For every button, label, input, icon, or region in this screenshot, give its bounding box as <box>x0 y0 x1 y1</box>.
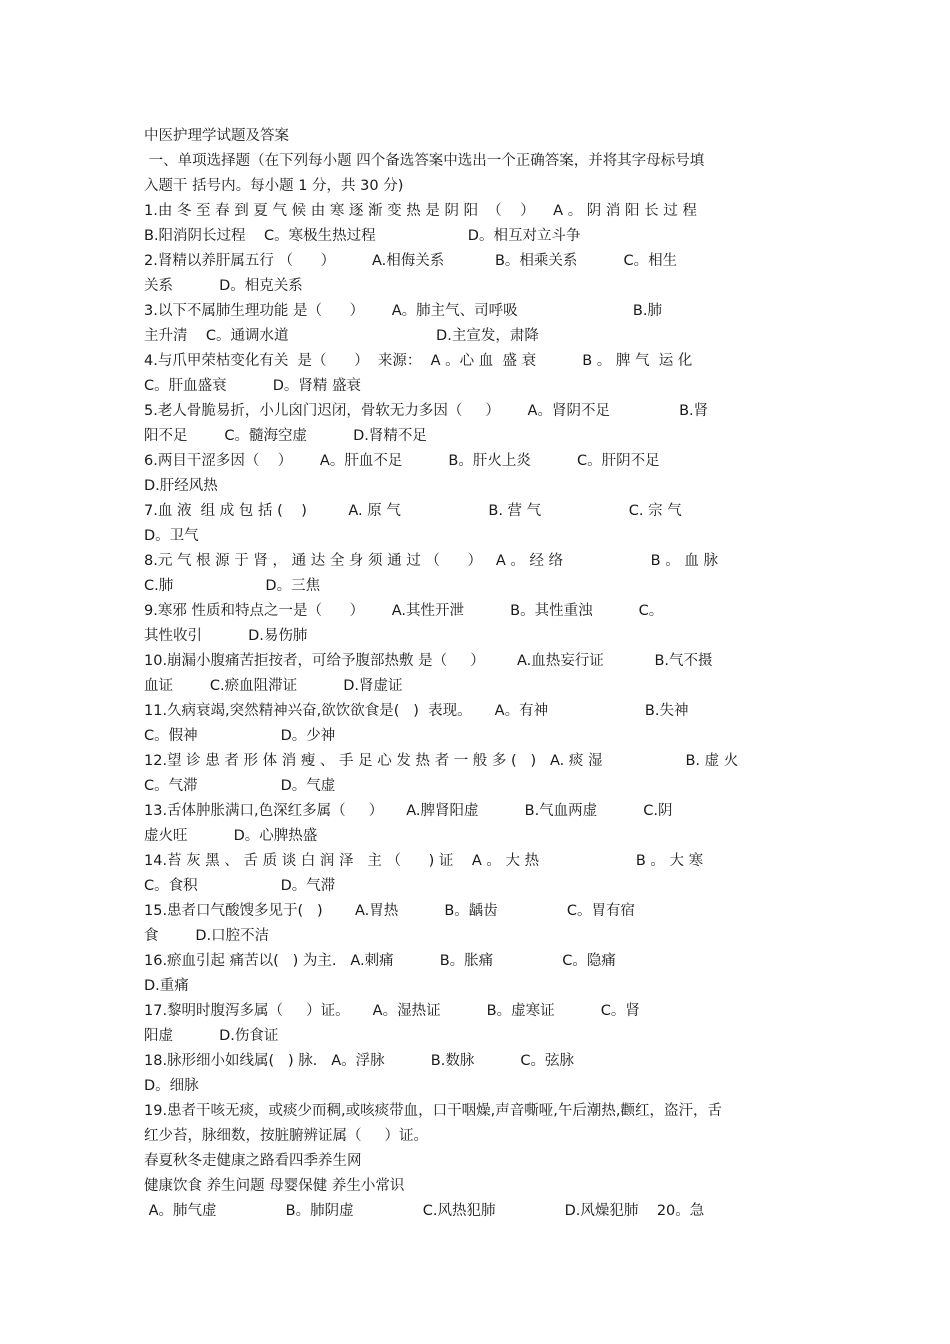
text-line-3: 1.由 冬 至 春 到 夏 气 候 由 寒 逐 渐 变 热 是 阴 阳 （ ） A 。 阴 消 阳 长 过 程 <box>144 203 697 219</box>
text-line-7: 3.以下不属肺生理功能 是（ ） A。肺主气、司呼吸 B.肺 <box>144 303 662 319</box>
text-line-17: 8.元 气 根 源 于 肾 ， 通 达 全 身 须 通 过 （ ） A 。 经 络 B 。 血 脉 <box>144 553 718 569</box>
text-line-26: C。气滞 D。气虚 <box>144 778 336 794</box>
text-line-38: D。细脉 <box>144 1078 199 1094</box>
document-page <box>144 124 806 1274</box>
text-line-40: 红少苔，脉细数，按脏腑辨证属（ ）证。 <box>144 1128 429 1144</box>
text-line-19: 9.寒邪 性质和特点之一是（ ） A.其性开泄 B。其性重浊 C。 <box>144 603 664 619</box>
text-line-31: 15.患者口气酸馊多见于( ) A.胃热 B。龋齿 C。胃有宿 <box>144 903 636 919</box>
text-line-32: 食 D.口腔不洁 <box>144 928 270 944</box>
text-line-39: 19.患者干咳无痰，或痰少而稠,或咳痰带血，口干咽燥,声音嘶哑,午后潮热,颧红，盗汗，舌 <box>144 1103 722 1119</box>
text-line-27: 13.舌体肿胀满口,色深红多属（ ） A.脾肾阳虚 B.气血两虚 C.阴 <box>144 803 673 819</box>
text-line-34: D.重痛 <box>144 978 189 994</box>
document-title: 中医护理学试题及答案 <box>144 128 289 144</box>
website-categories-line <box>144 1224 806 1249</box>
text-line-11: 5.老人骨脆易折，小儿囟门迟闭，骨软无力多因（ ） A。肾阴不足 B.肾 <box>144 403 709 419</box>
text-line-22: 血证 C.瘀血阻滞证 D.肾虚证 <box>144 678 403 694</box>
text-line-42: 健康饮食 养生问题 母婴保健 养生小常识 <box>144 1178 405 1194</box>
text-line-1: 一、单项选择题（在下列每小题 四个备选答案中选出一个正确答案，并将其字母标号填 <box>144 153 705 169</box>
text-line-2: 入题干 括号内。每小题 1 分，共 30 分) <box>144 178 404 194</box>
text-line-41: 春夏秋冬走健康之路看四季养生网 <box>144 1153 362 1169</box>
text-line-15: 7.血 液 组 成 包 括 ( ) A. 原 气 B. 营 气 C. 宗 气 <box>144 503 682 519</box>
website-name-line: A。肺气虚 B。肺阴虚 C.风热犯肺 D.风燥犯肺 20。急 <box>144 1203 705 1219</box>
text-line-6: 关系 D。相克关系 <box>144 278 303 294</box>
text-line-45 <box>144 1249 806 1274</box>
text-line-16: D。卫气 <box>144 528 199 544</box>
text-line-23: 11.久病衰竭,突然精神兴奋,欲饮欲食是( ) 表现。 A。有神 B.失神 <box>144 703 689 719</box>
text-line-30: C。食积 D。气滞 <box>144 878 336 894</box>
text-line-35: 17.黎明时腹泻多属（ ）证。 A。湿热证 B。虚寒证 C。肾 <box>144 1003 640 1019</box>
text-line-20: 其性收引 D.易伤肺 <box>144 628 308 644</box>
text-line-28: 虚火旺 D。心脾热盛 <box>144 828 318 844</box>
text-line-24: C。假神 D。少神 <box>144 728 336 744</box>
text-line-25: 12.望 诊 患 者 形 体 消 瘦 、 手 足 心 发 热 者 一 般 多 ( ) A. 痰 湿 B. 虚 火 <box>144 753 739 769</box>
text-line-36: 阳虚 D.伤食证 <box>144 1028 279 1044</box>
text-line-5: 2.肾精以养肝属五行 （ ） A.相侮关系 B。相乘关系 C。相生 <box>144 253 678 269</box>
text-line-12: 阳不足 C。髓海空虚 D.肾精不足 <box>144 428 427 444</box>
text-line-18: C.肺 D。三焦 <box>144 578 321 594</box>
text-line-10: C。肝血盛衰 D。肾精 盛衰 <box>144 378 361 394</box>
text-line-9: 4.与爪甲荣枯变化有关 是（ ） 来源： A 。心 血 盛 衰 B 。 脾 气 运 化 <box>144 353 693 369</box>
text-line-21: 10.崩漏小腹痛苦拒按者，可给予腹部热敷 是（ ） A.血热妄行证 B.气不摄 <box>144 653 713 669</box>
text-line-14: D.肝经风热 <box>144 478 218 494</box>
text-line-33: 16.瘀血引起 痛苦以( ) 为主. A.刺痛 B。胀痛 C。隐痛 <box>144 953 616 969</box>
text-line-8: 主升清 C。通调水道 D.主宣发，肃降 <box>144 328 539 344</box>
text-line-37: 18.脉形细小如线属( ) 脉. A。浮脉 B.数脉 C。弦脉 <box>144 1053 575 1069</box>
text-line-4: B.阳消阴长过程 C。寒极生热过程 D。相互对立斗争 <box>144 228 581 244</box>
text-line-29: 14.苔 灰 黑 、 舌 质 谈 白 润 泽 主 （ ) 证 A 。 大 热 B 。 大 寒 <box>144 853 704 869</box>
text-line-13: 6.两目干涩多因（ ） A。肝血不足 B。肝火上炎 C。肝阴不足 <box>144 453 660 469</box>
